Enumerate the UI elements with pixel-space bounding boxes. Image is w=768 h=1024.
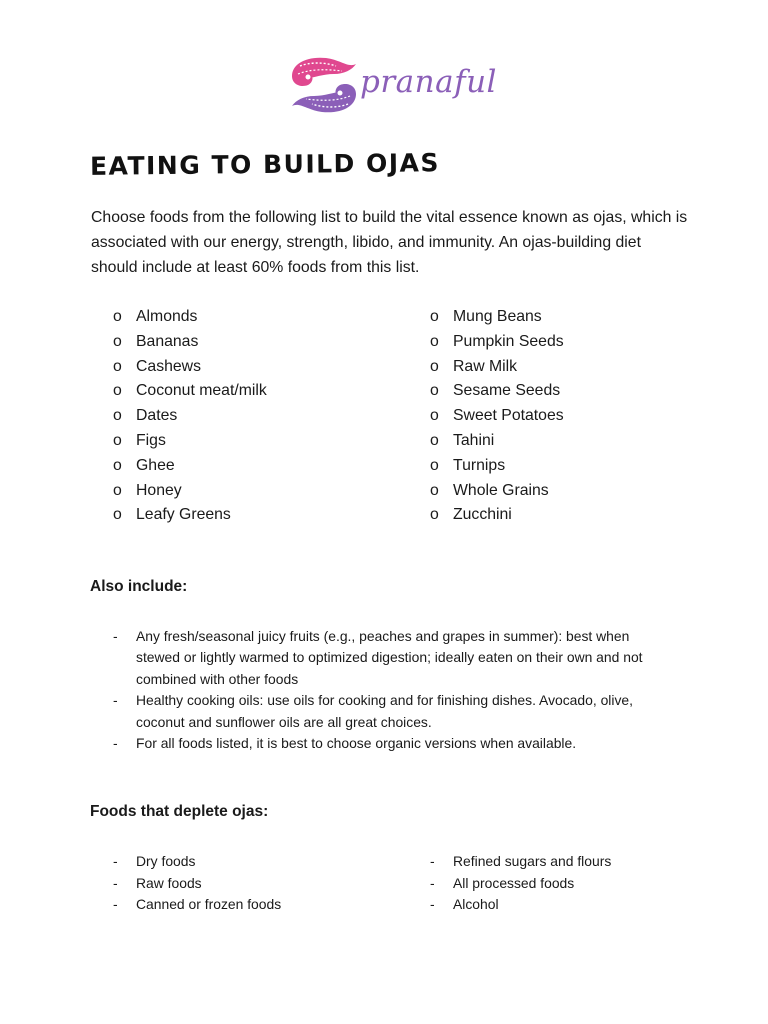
list-item: o Coconut meat/milk [113, 379, 267, 404]
pranaful-logo [286, 52, 496, 118]
intro-paragraph: Choose foods from the following list to build the vital essence known as ojas, which is associated with our energy, strength, libido, and immunity. An ojas-building diet should include at least 60% foods from this list. [91, 209, 688, 276]
list-item: o Dates [113, 404, 267, 429]
list-item: o Cashews [113, 355, 267, 380]
list-item: o Tahini [430, 429, 564, 454]
list-item: o Whole Grains [430, 479, 564, 504]
list-item: o Zucchini [430, 503, 564, 528]
food-list-right [430, 305, 564, 528]
list-item: o Raw Milk [430, 355, 564, 380]
list-item: - Refined sugars and flours [430, 851, 611, 873]
list-item: o Almonds [113, 305, 267, 330]
page-title: EATING TO BUILD OJAS [89, 148, 441, 181]
deplete-heading: Foods that deplete ojas: [90, 803, 269, 820]
list-item: o Sesame Seeds [430, 379, 564, 404]
list-item: - For all foods listed, it is best to choose organic versions when available. [113, 733, 673, 754]
deplete-list-right [430, 851, 611, 916]
list-item: o Sweet Potatoes [430, 404, 564, 429]
list-item: o Turnips [430, 454, 564, 479]
food-list-left [113, 305, 267, 528]
list-item: o Honey [113, 479, 267, 504]
list-item: - Alcohol [430, 894, 611, 916]
list-item: o Leafy Greens [113, 503, 267, 528]
list-item: o Ghee [113, 454, 267, 479]
deplete-list-left [113, 851, 281, 916]
list-item: o Bananas [113, 330, 267, 355]
list-item: o Pumpkin Seeds [430, 330, 564, 355]
list-item: - Canned or frozen foods [113, 894, 281, 916]
list-item: o Mung Beans [430, 305, 564, 330]
list-item: - Dry foods [113, 851, 281, 873]
list-item: o Figs [113, 429, 267, 454]
logo-wordmark: pranaful [360, 64, 497, 100]
list-item: - Raw foods [113, 873, 281, 895]
paisley-logo-icon [286, 52, 362, 118]
also-include-list [113, 626, 673, 754]
also-include-heading: Also include: [90, 578, 188, 595]
list-item: - Healthy cooking oils: use oils for cooking and for finishing dishes. Avocado, olive, coconut and sunflower oils are all great choices. [113, 690, 673, 733]
list-item: - All processed foods [430, 873, 611, 895]
list-item: - Any fresh/seasonal juicy fruits (e.g., peaches and grapes in summer): best when stewed or lightly warmed to optimized digestion; ideally eaten on their own and not combined with other foods [113, 626, 673, 690]
